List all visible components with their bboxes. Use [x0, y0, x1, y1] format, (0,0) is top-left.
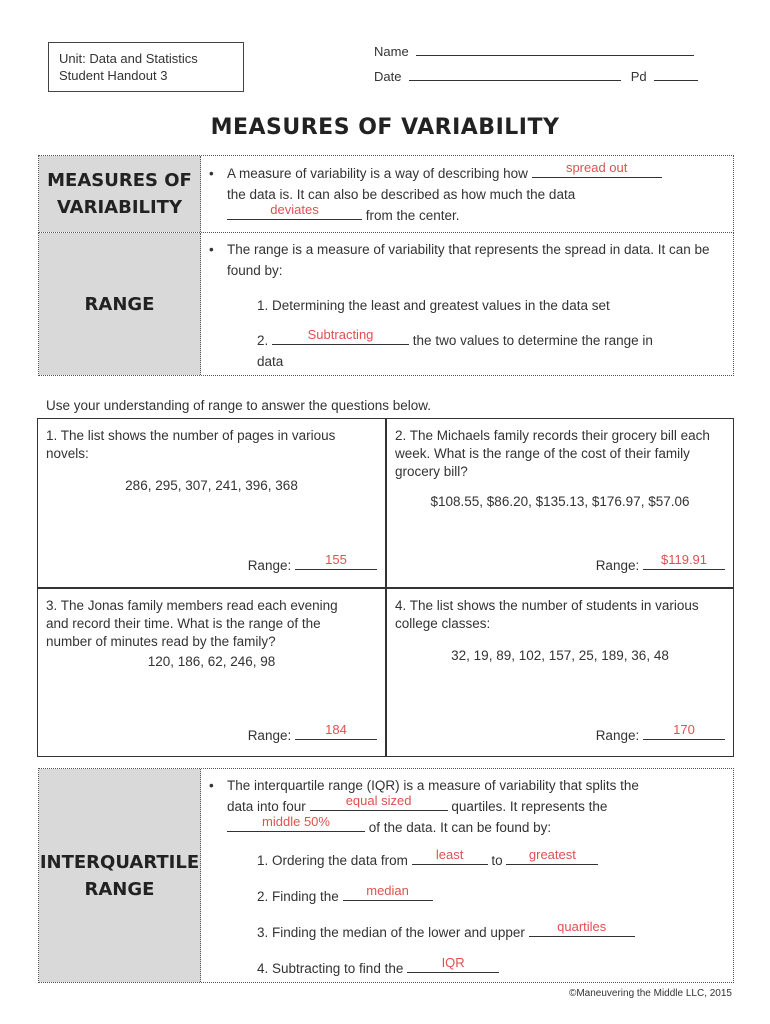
section-content: • A measure of variability is a way of describing how spread out the data is. It can also be described as how much the data deviates from the center. — [201, 156, 733, 232]
answer-blank[interactable]: median — [343, 887, 433, 901]
question-1: 1. The list shows the number of pages in various novels: 286, 295, 307, 241, 396, 368 Range: 155 — [38, 419, 385, 587]
instructions: Use your understanding of range to answer the questions below. — [46, 398, 431, 413]
answer-blank[interactable]: greatest — [506, 851, 598, 865]
range-answer[interactable]: $119.91 — [643, 556, 725, 570]
unit-box — [48, 42, 244, 92]
range-answer[interactable]: 155 — [295, 556, 377, 570]
page-title: MEASURES OF VARIABILITY — [210, 115, 560, 140]
question-4: 4. The list shows the number of students in various college classes: 32, 19, 89, 102, 157, 25, 189, 36, 48 Range: 170 — [387, 589, 733, 757]
handout-line: Student Handout 3 — [59, 68, 168, 83]
question-data: 286, 295, 307, 241, 396, 368 — [125, 478, 298, 493]
name-field[interactable] — [416, 43, 694, 56]
question-data: 120, 186, 62, 246, 98 — [147, 654, 276, 669]
copyright: ©Maneuvering the Middle LLC, 2015 — [568, 988, 732, 999]
date-label: Date — [374, 69, 402, 84]
section-label: MEASURES OF VARIABILITY — [39, 156, 201, 232]
pd-label: Pd — [630, 69, 647, 84]
date-row — [374, 68, 698, 84]
section-label: INTERQUARTILE RANGE — [39, 769, 201, 982]
answer-blank[interactable]: middle 50% — [227, 818, 365, 832]
answer-blank[interactable]: equal sized — [310, 797, 448, 811]
name-row — [374, 43, 694, 59]
section-measures-of-variability — [38, 155, 734, 233]
bullet-icon: • — [209, 166, 214, 181]
pd-field[interactable] — [654, 68, 698, 81]
answer-blank[interactable]: quartiles — [529, 923, 635, 937]
question-data: $108.55, $86.20, $135.13, $176.97, $57.06 — [430, 494, 690, 509]
section-content: • The interquartile range (IQR) is a measure of variability that splits the data into four equal sized quartiles. It represents the middle 50% of the data. It can be found by: 1. Ordering the data from least to greatest 2. Finding the median 3. Finding the median of the lower and upper quartiles 4. Subtracting to find the IQR — [201, 769, 733, 982]
name-label: Name — [374, 44, 409, 59]
date-field[interactable] — [409, 68, 621, 81]
section-range — [38, 232, 734, 376]
range-answer[interactable]: 170 — [643, 726, 725, 740]
answer-blank[interactable]: Subtracting — [272, 331, 409, 345]
question-grid — [37, 418, 734, 757]
unit-line: Unit: Data and Statistics — [59, 51, 198, 66]
section-interquartile-range — [38, 768, 734, 983]
answer-blank[interactable]: deviates — [227, 206, 362, 220]
section-label: RANGE — [39, 233, 201, 375]
bullet-icon: • — [209, 242, 214, 257]
section-content: • The range is a measure of variability that represents the spread in data. It can be found by: 1. Determining the least and greatest values in the data set 2. Subtracting the two values to determine the range in data — [201, 233, 733, 375]
range-answer[interactable]: 184 — [295, 726, 377, 740]
question-2: 2. The Michaels family records their grocery bill each week. What is the range of the cost of their family grocery bill? $108.55, $86.20, $135.13, $176.97, $57.06 Range: $119.91 — [387, 419, 733, 587]
answer-blank[interactable]: IQR — [407, 959, 499, 973]
question-data: 32, 19, 89, 102, 157, 25, 189, 36, 48 — [451, 648, 669, 663]
answer-blank[interactable]: spread out — [532, 164, 662, 178]
question-3: 3. The Jonas family members read each evening and record their time. What is the range of the number of minutes read by the family? 120, 186, 62, 246, 98 Range: 184 — [38, 589, 385, 757]
bullet-icon: • — [209, 778, 214, 793]
answer-blank[interactable]: least — [412, 851, 488, 865]
